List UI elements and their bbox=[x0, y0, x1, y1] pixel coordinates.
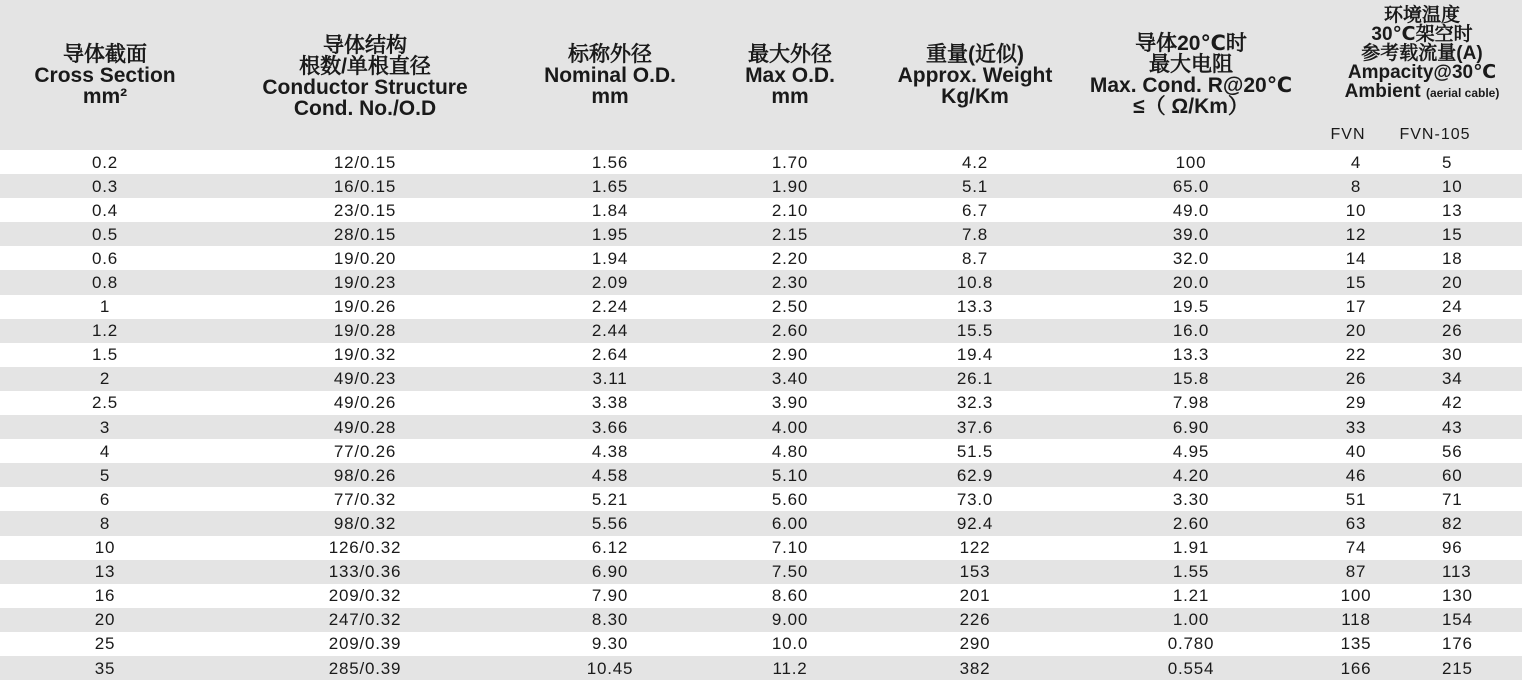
cell-approx-weight: 19.4 bbox=[956, 345, 994, 365]
cell-ampacity-fvn: 166 bbox=[1312, 656, 1378, 680]
cell-max-od: 2.20 bbox=[771, 248, 809, 268]
cell-max-od: 1.70 bbox=[771, 152, 809, 172]
cell-ampacity-fvn-105: 60 bbox=[1378, 463, 1522, 487]
table-row bbox=[0, 487, 1522, 511]
header-text: 导体20℃时 bbox=[1135, 32, 1247, 55]
cell-approx-weight: 226 bbox=[880, 608, 1070, 632]
cell-approx-weight: 8.7 bbox=[961, 248, 989, 268]
cell-nominal-od: 6.12 bbox=[591, 538, 629, 558]
header-text bbox=[1345, 82, 1500, 103]
header-text: 导体结构 bbox=[323, 34, 407, 57]
cell-nominal-od: 1.65 bbox=[520, 174, 700, 198]
cell-max-resistance: 19.5 bbox=[1172, 297, 1210, 317]
cell-nominal-od: 9.30 bbox=[591, 634, 629, 654]
cell-nominal-od: 2.44 bbox=[520, 319, 700, 343]
header-text: mm² bbox=[82, 84, 128, 108]
cell-ampacity-fvn-105: 20 bbox=[1378, 270, 1522, 294]
cell-conductor-structure: 209/0.32 bbox=[328, 586, 402, 606]
table-row bbox=[0, 198, 1522, 222]
header-text: 根数/单根直径 bbox=[299, 55, 431, 78]
cell-cross-section: 25 bbox=[94, 634, 116, 654]
cell-nominal-od: 3.38 bbox=[591, 393, 629, 413]
cell-approx-weight: 4.2 bbox=[961, 152, 989, 172]
cell-max-od: 11.2 bbox=[700, 656, 880, 680]
header-text: 导体截面 bbox=[63, 42, 147, 66]
cell-max-resistance: 4.95 bbox=[1172, 441, 1210, 461]
data-table bbox=[0, 150, 1522, 680]
cell-nominal-od: 5.56 bbox=[520, 511, 700, 535]
table-row bbox=[0, 150, 1522, 174]
cell-cross-section: 1 bbox=[99, 297, 111, 317]
header-max-od bbox=[700, 0, 880, 150]
cell-max-od: 4.00 bbox=[700, 415, 880, 439]
cell-max-od: 3.90 bbox=[771, 393, 809, 413]
cell-max-od: 2.60 bbox=[700, 319, 880, 343]
cell-approx-weight: 5.1 bbox=[880, 174, 1070, 198]
cell-max-resistance: 32.0 bbox=[1172, 248, 1210, 268]
cell-max-resistance: 16.0 bbox=[1070, 319, 1312, 343]
cell-cross-section: 8 bbox=[0, 511, 210, 535]
table-row bbox=[0, 439, 1522, 463]
cell-conductor-structure: 19/0.32 bbox=[333, 345, 397, 365]
cell-max-resistance: 13.3 bbox=[1172, 345, 1210, 365]
cell-max-od: 2.30 bbox=[700, 270, 880, 294]
cell-ampacity-fvn-105: 42 bbox=[1442, 393, 1463, 413]
ambient-label: Ambient bbox=[1344, 81, 1421, 102]
header-approx-weight bbox=[880, 0, 1070, 150]
table-row bbox=[0, 632, 1522, 656]
header-text: 最大电阻 bbox=[1149, 53, 1233, 76]
cell-conductor-structure: 28/0.15 bbox=[210, 222, 520, 246]
table-row bbox=[0, 343, 1522, 367]
cell-ampacity-fvn: 33 bbox=[1312, 415, 1378, 439]
cell-cross-section: 13 bbox=[0, 560, 210, 584]
cell-approx-weight: 10.8 bbox=[880, 270, 1070, 294]
table-row bbox=[0, 246, 1522, 270]
cell-ampacity-fvn-105: 56 bbox=[1442, 441, 1463, 461]
cell-max-resistance: 4.20 bbox=[1070, 463, 1312, 487]
header-text: Approx. Weight bbox=[897, 63, 1053, 87]
cell-max-od: 5.60 bbox=[771, 489, 809, 509]
subheader-fvn-105: FVN-105 bbox=[1399, 126, 1471, 143]
cell-ampacity-fvn: 4 bbox=[1350, 152, 1362, 172]
table-row bbox=[0, 295, 1522, 319]
header-text: Conductor Structure bbox=[262, 76, 468, 99]
cell-ampacity-fvn-105: 215 bbox=[1378, 656, 1522, 680]
cell-max-od: 2.50 bbox=[771, 297, 809, 317]
cell-ampacity-fvn: 26 bbox=[1312, 367, 1378, 391]
cell-approx-weight: 122 bbox=[959, 538, 991, 558]
cell-max-od: 10.0 bbox=[771, 634, 809, 654]
cell-nominal-od: 3.11 bbox=[520, 367, 700, 391]
cell-approx-weight: 290 bbox=[959, 634, 991, 654]
cell-ampacity-fvn: 10 bbox=[1345, 200, 1367, 220]
cell-max-od: 4.80 bbox=[771, 441, 809, 461]
cell-nominal-od: 10.45 bbox=[520, 656, 700, 680]
table-row bbox=[0, 319, 1522, 343]
cell-ampacity-fvn-105: 30 bbox=[1442, 345, 1463, 365]
cell-cross-section: 2.5 bbox=[91, 393, 119, 413]
header-text: 参考载流量(A) bbox=[1361, 43, 1483, 64]
cell-conductor-structure: 19/0.28 bbox=[210, 319, 520, 343]
ambient-note: (aerial cable) bbox=[1425, 86, 1500, 100]
cell-nominal-od: 1.94 bbox=[591, 248, 629, 268]
cell-max-od: 8.60 bbox=[771, 586, 809, 606]
cell-max-resistance: 1.55 bbox=[1070, 560, 1312, 584]
table-row bbox=[0, 560, 1522, 584]
table-row bbox=[0, 608, 1522, 632]
cell-max-od: 6.00 bbox=[700, 511, 880, 535]
cell-cross-section: 0.8 bbox=[0, 270, 210, 294]
cell-approx-weight: 32.3 bbox=[956, 393, 994, 413]
cell-cross-section: 1.5 bbox=[91, 345, 119, 365]
cell-max-od: 3.40 bbox=[700, 367, 880, 391]
cell-cross-section: 0.2 bbox=[91, 152, 119, 172]
cell-nominal-od: 2.24 bbox=[591, 297, 629, 317]
cell-conductor-structure: 12/0.15 bbox=[333, 152, 397, 172]
header-text: Kg/Km bbox=[941, 84, 1009, 108]
cell-nominal-od: 1.56 bbox=[591, 152, 629, 172]
cell-ampacity-fvn: 12 bbox=[1312, 222, 1378, 246]
cell-cross-section: 0.3 bbox=[0, 174, 210, 198]
cell-conductor-structure: 209/0.39 bbox=[328, 634, 402, 654]
cell-ampacity-fvn: 135 bbox=[1340, 634, 1372, 654]
cell-nominal-od: 8.30 bbox=[520, 608, 700, 632]
cell-cross-section: 1.2 bbox=[0, 319, 210, 343]
cell-approx-weight: 73.0 bbox=[956, 489, 994, 509]
cell-ampacity-fvn: 51 bbox=[1345, 489, 1367, 509]
cell-cross-section: 20 bbox=[0, 608, 210, 632]
cell-cross-section: 5 bbox=[0, 463, 210, 487]
cell-conductor-structure: 19/0.20 bbox=[333, 248, 397, 268]
cell-max-resistance: 6.90 bbox=[1070, 415, 1312, 439]
header-text: 环境温度 bbox=[1383, 5, 1460, 26]
table-row bbox=[0, 584, 1522, 608]
cell-max-resistance: 100 bbox=[1175, 152, 1207, 172]
cell-nominal-od: 4.38 bbox=[591, 441, 629, 461]
table-row bbox=[0, 270, 1522, 294]
cell-cross-section: 2 bbox=[0, 367, 210, 391]
header-conductor-structure bbox=[210, 0, 520, 152]
cell-max-resistance: 0.780 bbox=[1167, 634, 1215, 654]
table-header bbox=[0, 0, 1522, 150]
cell-ampacity-fvn-105: 5 bbox=[1442, 152, 1453, 172]
cell-ampacity-fvn: 22 bbox=[1345, 345, 1367, 365]
cell-max-od: 2.15 bbox=[700, 222, 880, 246]
cell-cross-section: 10 bbox=[94, 538, 116, 558]
cell-conductor-structure: 49/0.26 bbox=[333, 393, 397, 413]
cell-approx-weight: 92.4 bbox=[880, 511, 1070, 535]
cell-max-resistance: 1.00 bbox=[1070, 608, 1312, 632]
cell-ampacity-fvn-105: 15 bbox=[1378, 222, 1522, 246]
header-text: Cond. No./O.D bbox=[293, 97, 437, 120]
cell-cross-section: 6 bbox=[99, 489, 111, 509]
cell-ampacity-fvn-105: 113 bbox=[1378, 560, 1522, 584]
cell-conductor-structure: 98/0.32 bbox=[210, 511, 520, 535]
header-text: Nominal O.D. bbox=[544, 63, 676, 87]
cell-conductor-structure: 16/0.15 bbox=[210, 174, 520, 198]
cell-cross-section: 0.5 bbox=[0, 222, 210, 246]
cell-conductor-structure: 23/0.15 bbox=[333, 200, 397, 220]
cell-ampacity-fvn-105: 176 bbox=[1442, 634, 1473, 654]
cell-cross-section: 3 bbox=[0, 415, 210, 439]
cell-cross-section: 4 bbox=[99, 441, 111, 461]
cell-cross-section: 16 bbox=[94, 586, 116, 606]
cell-approx-weight: 62.9 bbox=[880, 463, 1070, 487]
cell-approx-weight: 382 bbox=[880, 656, 1070, 680]
cell-max-resistance: 15.8 bbox=[1070, 367, 1312, 391]
cell-conductor-structure: 98/0.26 bbox=[210, 463, 520, 487]
cell-ampacity-fvn-105: 13 bbox=[1442, 200, 1463, 220]
cell-max-od: 2.10 bbox=[771, 200, 809, 220]
cell-max-resistance: 0.554 bbox=[1070, 656, 1312, 680]
cell-ampacity-fvn: 15 bbox=[1312, 270, 1378, 294]
cell-nominal-od: 7.90 bbox=[591, 586, 629, 606]
cell-conductor-structure: 285/0.39 bbox=[210, 656, 520, 680]
cell-max-resistance: 20.0 bbox=[1070, 270, 1312, 294]
cell-ampacity-fvn: 46 bbox=[1312, 463, 1378, 487]
cell-cross-section: 0.4 bbox=[91, 200, 119, 220]
table-row bbox=[0, 415, 1522, 439]
header-ampacity bbox=[1322, 6, 1522, 103]
cell-ampacity-fvn: 74 bbox=[1345, 538, 1367, 558]
header-max-resistance bbox=[1070, 0, 1312, 150]
table-row bbox=[0, 174, 1522, 198]
table-row bbox=[0, 536, 1522, 560]
cell-max-resistance: 49.0 bbox=[1172, 200, 1210, 220]
table-row bbox=[0, 511, 1522, 535]
cell-max-resistance: 65.0 bbox=[1070, 174, 1312, 198]
cell-ampacity-fvn: 63 bbox=[1312, 511, 1378, 535]
cell-nominal-od: 4.58 bbox=[520, 463, 700, 487]
cell-ampacity-fvn-105: 24 bbox=[1442, 297, 1463, 317]
cell-max-resistance: 3.30 bbox=[1172, 489, 1210, 509]
cell-nominal-od: 2.64 bbox=[591, 345, 629, 365]
cell-max-od: 7.10 bbox=[771, 538, 809, 558]
cell-max-od: 2.90 bbox=[771, 345, 809, 365]
cell-approx-weight: 37.6 bbox=[880, 415, 1070, 439]
cell-ampacity-fvn-105: 82 bbox=[1378, 511, 1522, 535]
header-text: mm bbox=[771, 84, 809, 108]
cell-max-od: 7.50 bbox=[700, 560, 880, 584]
cell-nominal-od: 6.90 bbox=[520, 560, 700, 584]
cell-conductor-structure: 77/0.32 bbox=[333, 489, 397, 509]
header-text: 30℃架空时 bbox=[1371, 24, 1473, 45]
cell-ampacity-fvn-105: 71 bbox=[1442, 489, 1463, 509]
cell-conductor-structure: 247/0.32 bbox=[210, 608, 520, 632]
cell-approx-weight: 201 bbox=[959, 586, 991, 606]
cell-approx-weight: 15.5 bbox=[880, 319, 1070, 343]
cell-conductor-structure: 49/0.23 bbox=[210, 367, 520, 391]
cell-ampacity-fvn: 100 bbox=[1340, 586, 1372, 606]
table-body bbox=[0, 150, 1522, 680]
cell-cross-section: 35 bbox=[0, 656, 210, 680]
header-text: Ampacity@30℃ bbox=[1347, 62, 1497, 83]
cell-conductor-structure: 49/0.28 bbox=[210, 415, 520, 439]
table-row bbox=[0, 656, 1522, 680]
cell-approx-weight: 7.8 bbox=[880, 222, 1070, 246]
header-text: 最大外径 bbox=[748, 42, 832, 66]
cell-nominal-od: 3.66 bbox=[520, 415, 700, 439]
cell-max-od: 5.10 bbox=[700, 463, 880, 487]
table-row bbox=[0, 391, 1522, 415]
cell-conductor-structure: 133/0.36 bbox=[210, 560, 520, 584]
cell-ampacity-fvn-105: 26 bbox=[1378, 319, 1522, 343]
cell-approx-weight: 6.7 bbox=[961, 200, 989, 220]
header-text: Max O.D. bbox=[745, 63, 835, 87]
cell-max-resistance: 1.91 bbox=[1172, 538, 1210, 558]
cell-ampacity-fvn: 20 bbox=[1312, 319, 1378, 343]
cell-ampacity-fvn-105: 18 bbox=[1442, 248, 1463, 268]
subheader-fvn: FVN bbox=[1330, 126, 1366, 143]
cell-ampacity-fvn-105: 10 bbox=[1378, 174, 1522, 198]
header-text: Cross Section bbox=[34, 63, 176, 87]
cell-ampacity-fvn-105: 154 bbox=[1378, 608, 1522, 632]
cell-conductor-structure: 19/0.23 bbox=[210, 270, 520, 294]
table-row bbox=[0, 367, 1522, 391]
cell-conductor-structure: 126/0.32 bbox=[328, 538, 402, 558]
header-text: mm bbox=[591, 84, 629, 108]
table-row bbox=[0, 463, 1522, 487]
cell-cross-section: 0.6 bbox=[91, 248, 119, 268]
cell-max-od: 1.90 bbox=[700, 174, 880, 198]
cell-ampacity-fvn: 87 bbox=[1312, 560, 1378, 584]
cell-ampacity-fvn: 118 bbox=[1312, 608, 1378, 632]
cell-conductor-structure: 77/0.26 bbox=[333, 441, 397, 461]
cell-max-resistance: 2.60 bbox=[1070, 511, 1312, 535]
table-row bbox=[0, 222, 1522, 246]
cell-ampacity-fvn: 17 bbox=[1345, 297, 1367, 317]
header-nominal-od bbox=[520, 0, 700, 150]
cell-max-resistance: 1.21 bbox=[1172, 586, 1210, 606]
header-text: ≤（ Ω/Km） bbox=[1133, 95, 1249, 118]
cell-conductor-structure: 19/0.26 bbox=[333, 297, 397, 317]
cell-nominal-od: 5.21 bbox=[591, 489, 629, 509]
header-text: Max. Cond. R@20℃ bbox=[1089, 74, 1293, 97]
cell-ampacity-fvn: 14 bbox=[1345, 248, 1367, 268]
cell-ampacity-fvn: 29 bbox=[1345, 393, 1367, 413]
cell-max-resistance: 7.98 bbox=[1172, 393, 1210, 413]
cell-approx-weight: 51.5 bbox=[956, 441, 994, 461]
cell-approx-weight: 13.3 bbox=[956, 297, 994, 317]
header-cross-section bbox=[0, 0, 210, 150]
header-text: 重量(近似) bbox=[926, 42, 1024, 66]
cell-approx-weight: 153 bbox=[880, 560, 1070, 584]
cell-approx-weight: 26.1 bbox=[880, 367, 1070, 391]
cell-nominal-od: 2.09 bbox=[520, 270, 700, 294]
cell-ampacity-fvn-105: 43 bbox=[1378, 415, 1522, 439]
cell-max-resistance: 39.0 bbox=[1070, 222, 1312, 246]
cell-ampacity-fvn-105: 34 bbox=[1378, 367, 1522, 391]
header-text: 标称外径 bbox=[568, 42, 652, 66]
cell-nominal-od: 1.95 bbox=[520, 222, 700, 246]
cell-ampacity-fvn-105: 130 bbox=[1442, 586, 1473, 606]
cell-ampacity-fvn-105: 96 bbox=[1442, 538, 1463, 558]
cell-ampacity-fvn: 40 bbox=[1345, 441, 1367, 461]
cell-ampacity-fvn: 8 bbox=[1312, 174, 1378, 198]
cell-nominal-od: 1.84 bbox=[591, 200, 629, 220]
cell-max-od: 9.00 bbox=[700, 608, 880, 632]
